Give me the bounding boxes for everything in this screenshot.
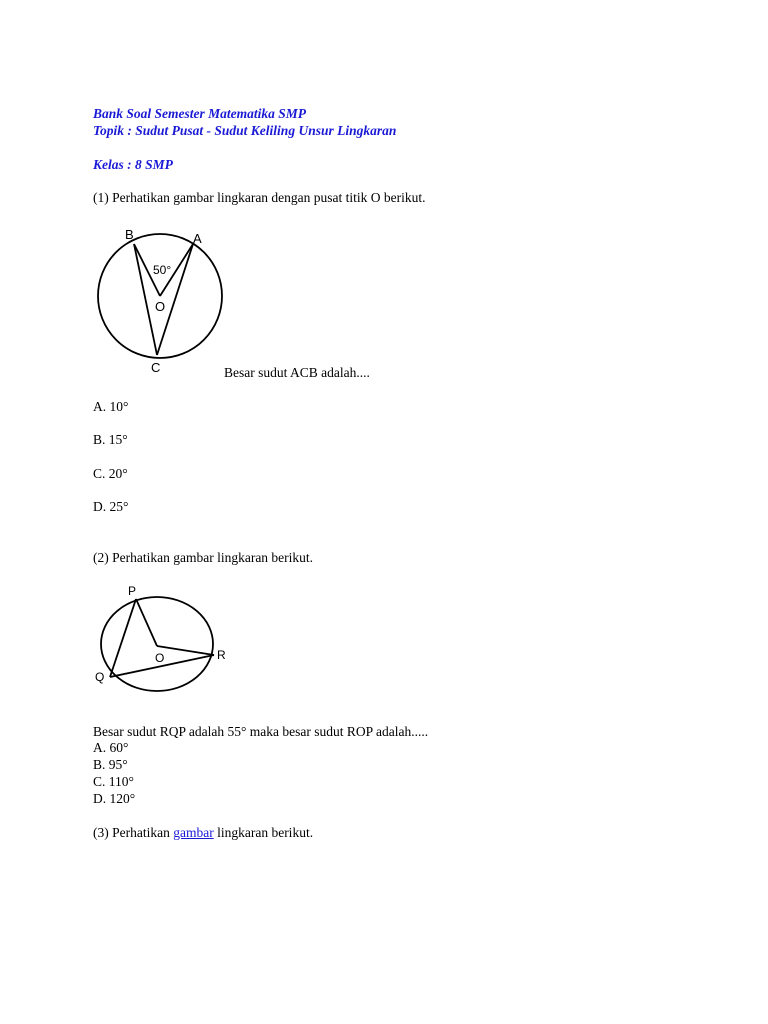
q2-label-q: Q bbox=[95, 670, 105, 684]
q1-circle-figure bbox=[88, 222, 233, 380]
q1-option-c: C. 20° bbox=[93, 466, 128, 481]
q1-chord-bc bbox=[134, 244, 157, 355]
q2-option-d: D. 120° bbox=[93, 791, 136, 806]
q1-label-a: A bbox=[193, 231, 202, 246]
q2-label-r: R bbox=[217, 648, 226, 662]
q1-prompt: (1) Perhatikan gambar lingkaran dengan pusat titik O berikut. bbox=[93, 190, 426, 205]
q1-question: Besar sudut ACB adalah.... bbox=[224, 365, 370, 380]
q3-prompt bbox=[93, 825, 313, 841]
q1-label-b: B bbox=[125, 227, 134, 242]
grade-heading: Kelas : 8 SMP bbox=[93, 157, 173, 172]
q2-option-a: A. 60° bbox=[93, 740, 129, 755]
q2-question: Besar sudut RQP adalah 55° maka besar sudut ROP adalah..... bbox=[93, 724, 429, 739]
q3-prompt-before: (3) Perhatikan bbox=[93, 825, 174, 840]
q2-radius-or bbox=[157, 646, 214, 655]
q2-prompt: (2) Perhatikan gambar lingkaran berikut. bbox=[93, 550, 314, 565]
q2-label-o: O bbox=[155, 651, 165, 665]
document-title: Bank Soal Semester Matematika SMP bbox=[93, 106, 307, 121]
q1-option-a: A. 10° bbox=[93, 399, 129, 414]
q3-prompt-after: lingkaran berikut. bbox=[213, 825, 314, 840]
q2-option-c: C. 110° bbox=[93, 774, 134, 789]
q2-circle-figure bbox=[90, 584, 240, 696]
q2-label-p: P bbox=[128, 584, 137, 598]
q1-label-o: O bbox=[155, 299, 166, 314]
q1-option-b: B. 15° bbox=[93, 432, 128, 447]
q1-option-d: D. 25° bbox=[93, 499, 129, 514]
q2-radius-op bbox=[136, 599, 157, 646]
q2-option-b: B. 95° bbox=[93, 757, 128, 772]
topic-heading: Topik : Sudut Pusat - Sudut Keliling Unsur Lingkaran bbox=[93, 123, 397, 138]
q2-chord-pq bbox=[110, 599, 136, 677]
q1-angle-label: 50° bbox=[153, 263, 172, 277]
q1-label-c: C bbox=[151, 360, 161, 375]
gambar-link[interactable]: gambar bbox=[173, 825, 214, 840]
